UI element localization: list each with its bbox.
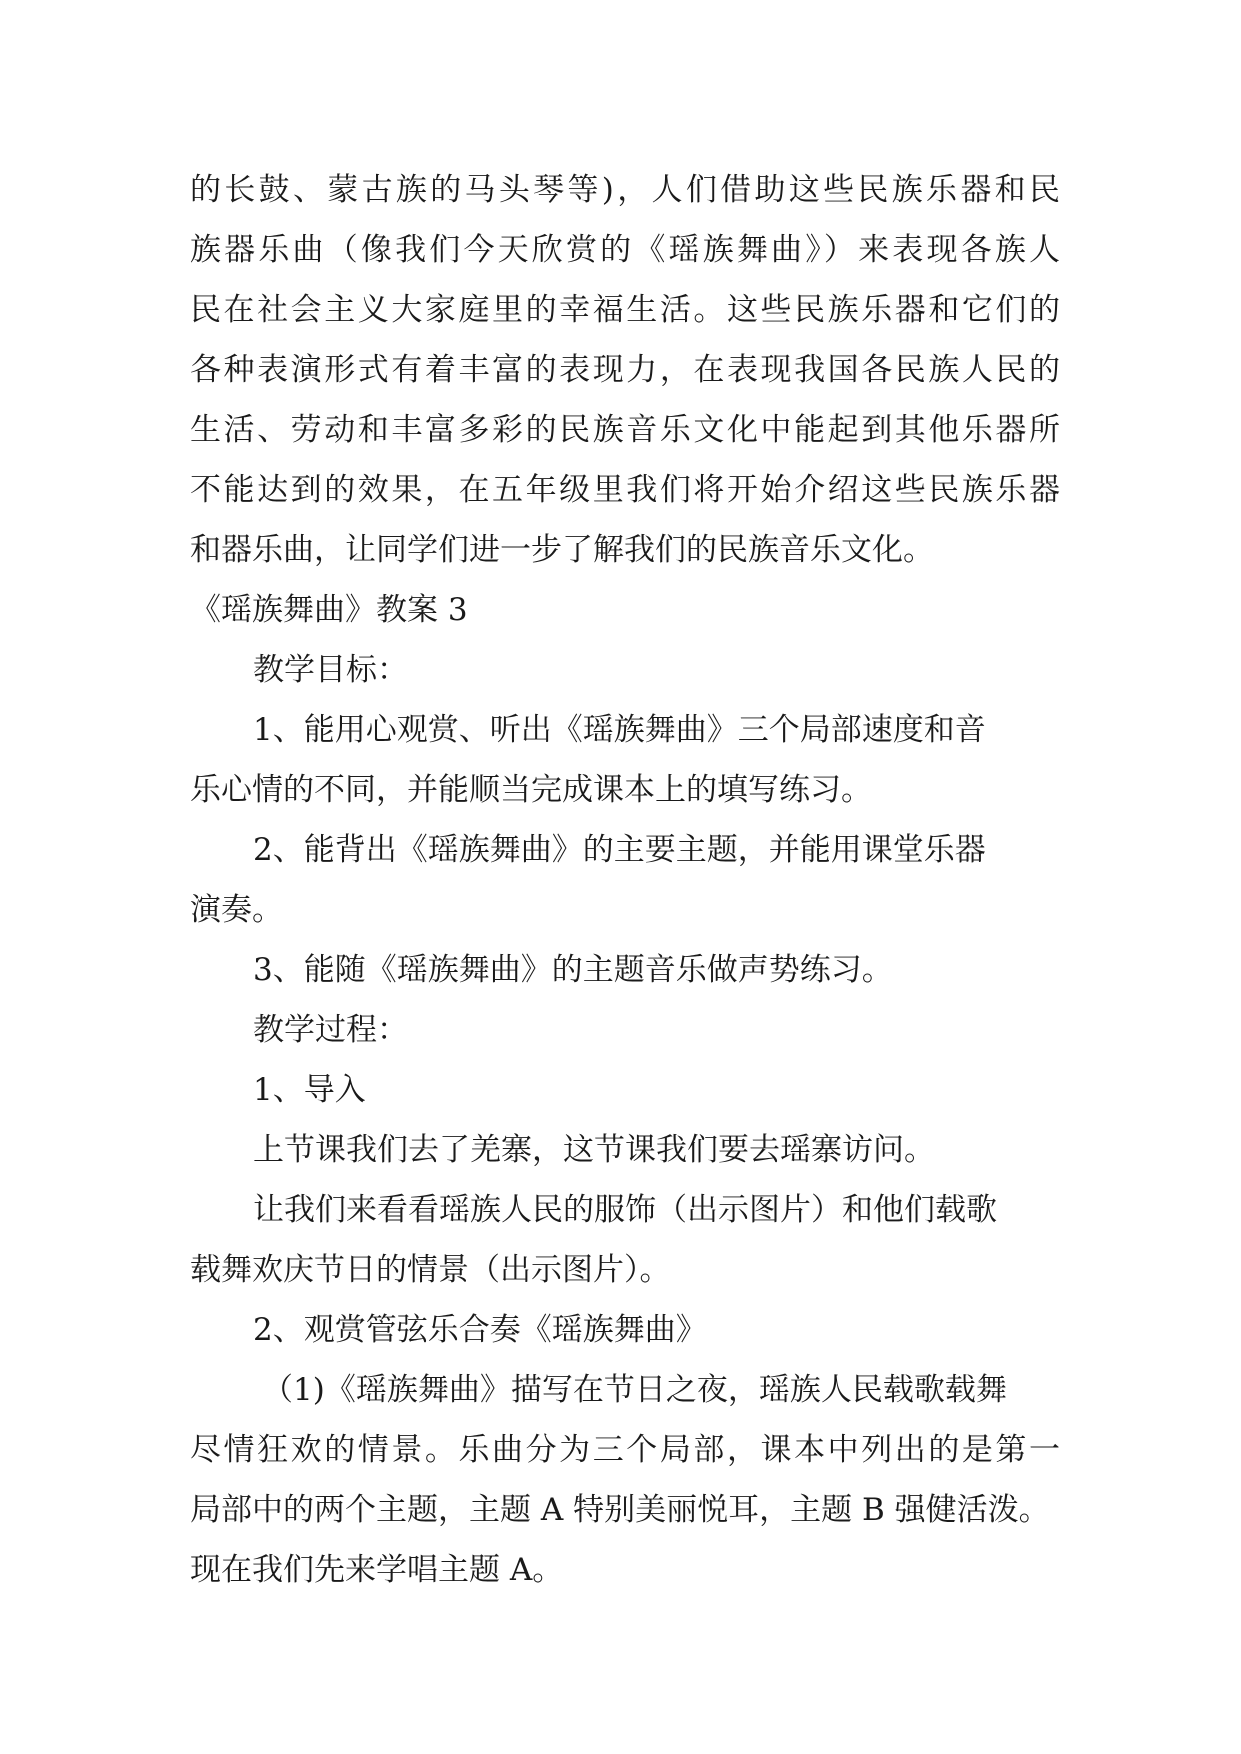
- text-line: 1、导入: [253, 1072, 366, 1108]
- text-line: 3、能随《瑶族舞曲》的主题音乐做声势练习。: [253, 952, 893, 988]
- text-line: 上节课我们去了羌寨，这节课我们要去瑶寨访问。: [253, 1132, 935, 1168]
- text-line: 族器乐曲（像我们今天欣赏的《瑶族舞曲》）来表现各族人: [190, 232, 1060, 268]
- text-line: 现在我们先来学唱主题 A。: [190, 1552, 564, 1588]
- text-line: 2、能背出《瑶族舞曲》的主要主题，并能用课堂乐器: [253, 832, 986, 868]
- text-line: 乐心情的不同，并能顺当完成课本上的填写练习。: [190, 772, 872, 808]
- text-line: 1、能用心观赏、听出《瑶族舞曲》三个局部速度和音: [253, 712, 986, 748]
- text-line: 生活、劳动和丰富多彩的民族音乐文化中能起到其他乐器所: [190, 412, 1060, 448]
- text-line: 各种表演形式有着丰富的表现力，在表现我国各民族人民的: [190, 352, 1060, 388]
- text-line: 演奏。: [190, 892, 283, 928]
- subheading-process: 教学过程：: [253, 1012, 408, 1048]
- text-line: 载舞欢庆节日的情景（出示图片）。: [190, 1252, 671, 1288]
- text-line: 的长鼓、蒙古族的马头琴等)，人们借助这些民族乐器和民: [190, 172, 1060, 208]
- subheading-goals: 教学目标：: [253, 652, 408, 688]
- text-line: 尽情狂欢的情景。乐曲分为三个局部，课本中列出的是第一: [190, 1432, 1060, 1468]
- text-line: 2、观赏管弦乐合奏《瑶族舞曲》: [253, 1312, 707, 1348]
- text-line: 让我们来看看瑶族人民的服饰（出示图片）和他们载歌: [253, 1192, 997, 1228]
- text-line: 不能达到的效果，在五年级里我们将开始介绍这些民族乐器: [190, 472, 1060, 508]
- text-line: 和器乐曲，让同学们进一步了解我们的民族音乐文化。: [190, 532, 934, 568]
- text-line: （1)《瑶族舞曲》描写在节日之夜，瑶族人民载歌载舞: [262, 1372, 1007, 1408]
- text-line: 民在社会主义大家庭里的幸福生活。这些民族乐器和它们的: [190, 292, 1060, 328]
- text-line: 局部中的两个主题，主题 A 特别美丽悦耳，主题 B 强健活泼。: [190, 1492, 1050, 1528]
- section-heading: 《瑶族舞曲》教案 3: [190, 592, 468, 628]
- document-body: [190, 160, 1060, 1600]
